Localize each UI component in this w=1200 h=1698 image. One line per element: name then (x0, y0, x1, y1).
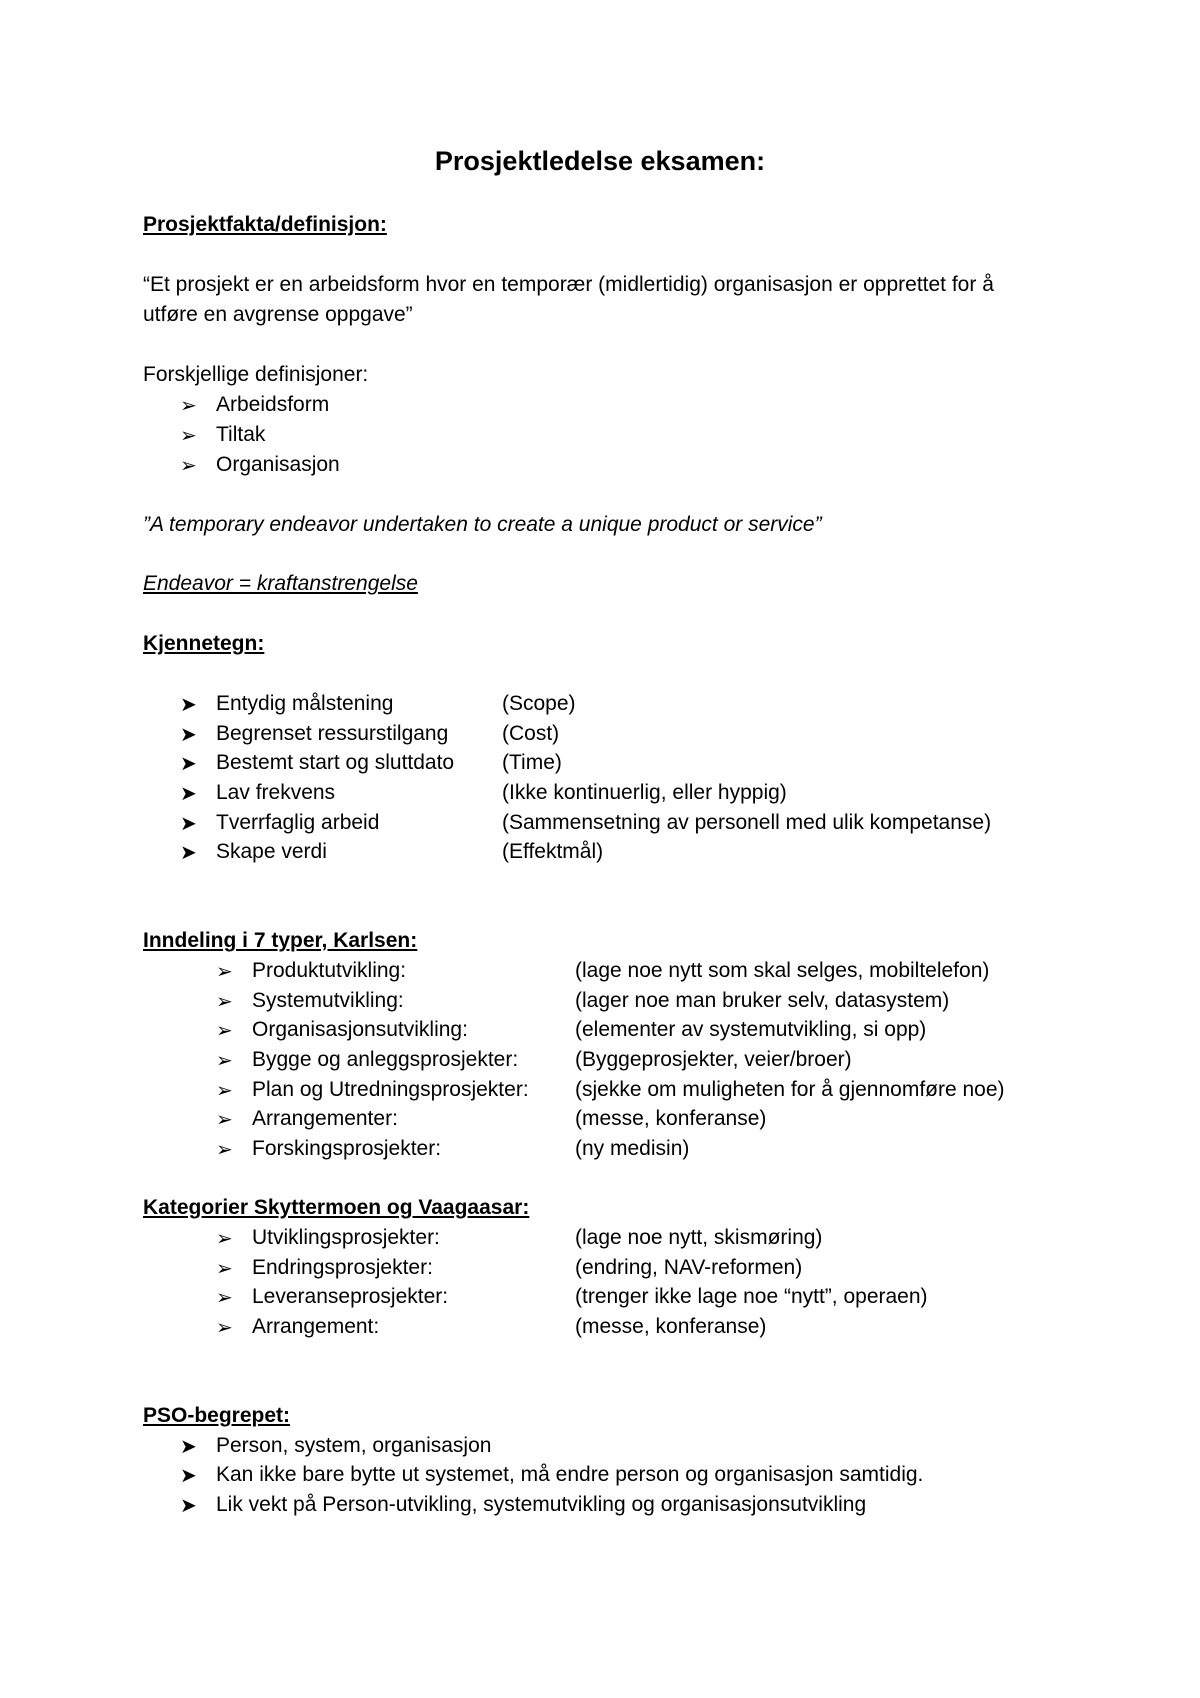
arrow-bullet-icon: ➤ (180, 842, 197, 864)
arrow-bullet-icon: ➢ (180, 395, 197, 417)
arrow-bullet-icon: ➤ (180, 694, 197, 716)
document-page: Prosjektledelse eksamen: Prosjektfakta/definisjon: “Et prosjekt er en arbeidsform hvor en temporær (midlertidig) organisasjon er opprettet for å utføre en avgrense oppgave” Forskjellige definisjoner: ➢ Arbeidsform ➢ Tiltak ➢ Organisasjon ”A temporary endeavor undertaken to create a unique product or service” Endeavor = kraftanstrengelse Kjennetegn: ➤ Entydig målstening (Scope) ➤ Begrenset ressurstilgang (Cost) ➤ Bestemt start og sluttdato (Time) ➤ Lav frekvens (Ikke kontinuerlig, eller hyppig) ➤ Tverrfaglig arbeid (Sammensetning av personell med ulik kompetanse) ➤ Skape verdi (Effektmål) Inndeling i 7 typer, Karlsen: ➢ Produktutvikling: (lage noe nytt som skal selges, mobiltelefon) ➢ Systemutvikling: (lager noe man bruker selv, datasystem) ➢ Organisasjonsutvikling: (elementer av systemutvikling, si opp) ➢ Bygge og anleggsprosjekter: (Byggeprosjekter, veier/broer) ➢ Plan og Utredningsprosjekter: (sjekke om muligheten for å gjennomføre noe) ➢ Arrangementer: (messe, konferanse) ➢ Forskingsprosjekter: (ny medisin) Kategorier Skyttermoen og Vaagaasar: ➢ Utviklingsprosjekter: (lage noe nytt, skismøring) ➢ Endringsprosjekter: (endring, NAV-reformen) ➢ Leveranseprosjekter: (trenger ikke lage noe “nytt”, operaen) ➢ Arrangement: (messe, konferanse) PSO-begrepet: ➤ Person, system, organisasjon ➤ Kan ikke bare bytte ut systemet, må endre person og organisasjon samtidig. ➤ Lik vekt på Person-utvikling, systemutvikling og organisasjonsutvikling (0, 0, 1200, 1698)
arrow-bullet-icon: ➤ (180, 1436, 197, 1458)
arrow-bullet-icon: ➢ (216, 1109, 233, 1131)
definitions-intro: Forskjellige definisjoner: (143, 363, 369, 386)
arrow-bullet-icon: ➢ (216, 1020, 233, 1042)
section-heading-pso: PSO-begrepet: (143, 1404, 291, 1427)
definition-quote-line1: “Et prosjekt er en arbeidsform hvor en temporær (midlertidig) organisasjon er opprettet for å (143, 273, 994, 296)
arrow-bullet-icon: ➢ (216, 1317, 233, 1339)
arrow-bullet-icon: ➤ (180, 1465, 197, 1487)
arrow-bullet-icon: ➤ (180, 783, 197, 805)
page-title: Prosjektledelse eksamen: (434, 146, 766, 176)
arrow-bullet-icon: ➢ (216, 991, 233, 1013)
arrow-bullet-icon: ➤ (180, 724, 197, 746)
arrow-bullet-icon: ➢ (216, 1258, 233, 1280)
english-definition-quote: ”A temporary endeavor undertaken to create a unique product or service” (143, 513, 822, 536)
arrow-bullet-icon: ➤ (180, 813, 197, 835)
arrow-bullet-icon: ➤ (180, 1495, 197, 1517)
arrow-bullet-icon: ➢ (216, 1139, 233, 1161)
definition-quote-line2: utføre en avgrense oppgave” (143, 303, 413, 326)
arrow-bullet-icon: ➢ (216, 1050, 233, 1072)
section-heading-prosjektfakta: Prosjektfakta/definisjon: (143, 213, 387, 236)
arrow-bullet-icon: ➢ (180, 455, 197, 477)
arrow-bullet-icon: ➢ (216, 961, 233, 983)
arrow-bullet-icon: ➢ (216, 1228, 233, 1250)
arrow-bullet-icon: ➢ (216, 1287, 233, 1309)
arrow-bullet-icon: ➤ (180, 753, 197, 775)
section-heading-kjennetegn: Kjennetegn: (143, 632, 265, 655)
arrow-bullet-icon: ➢ (216, 1080, 233, 1102)
arrow-bullet-icon: ➢ (180, 425, 197, 447)
endeavor-translation: Endeavor = kraftanstrengelse (143, 572, 418, 595)
section-heading-karlsen: Inndeling i 7 typer, Karlsen: (143, 929, 418, 952)
section-heading-skyttermoen: Kategorier Skyttermoen og Vaagaasar: (143, 1196, 530, 1219)
